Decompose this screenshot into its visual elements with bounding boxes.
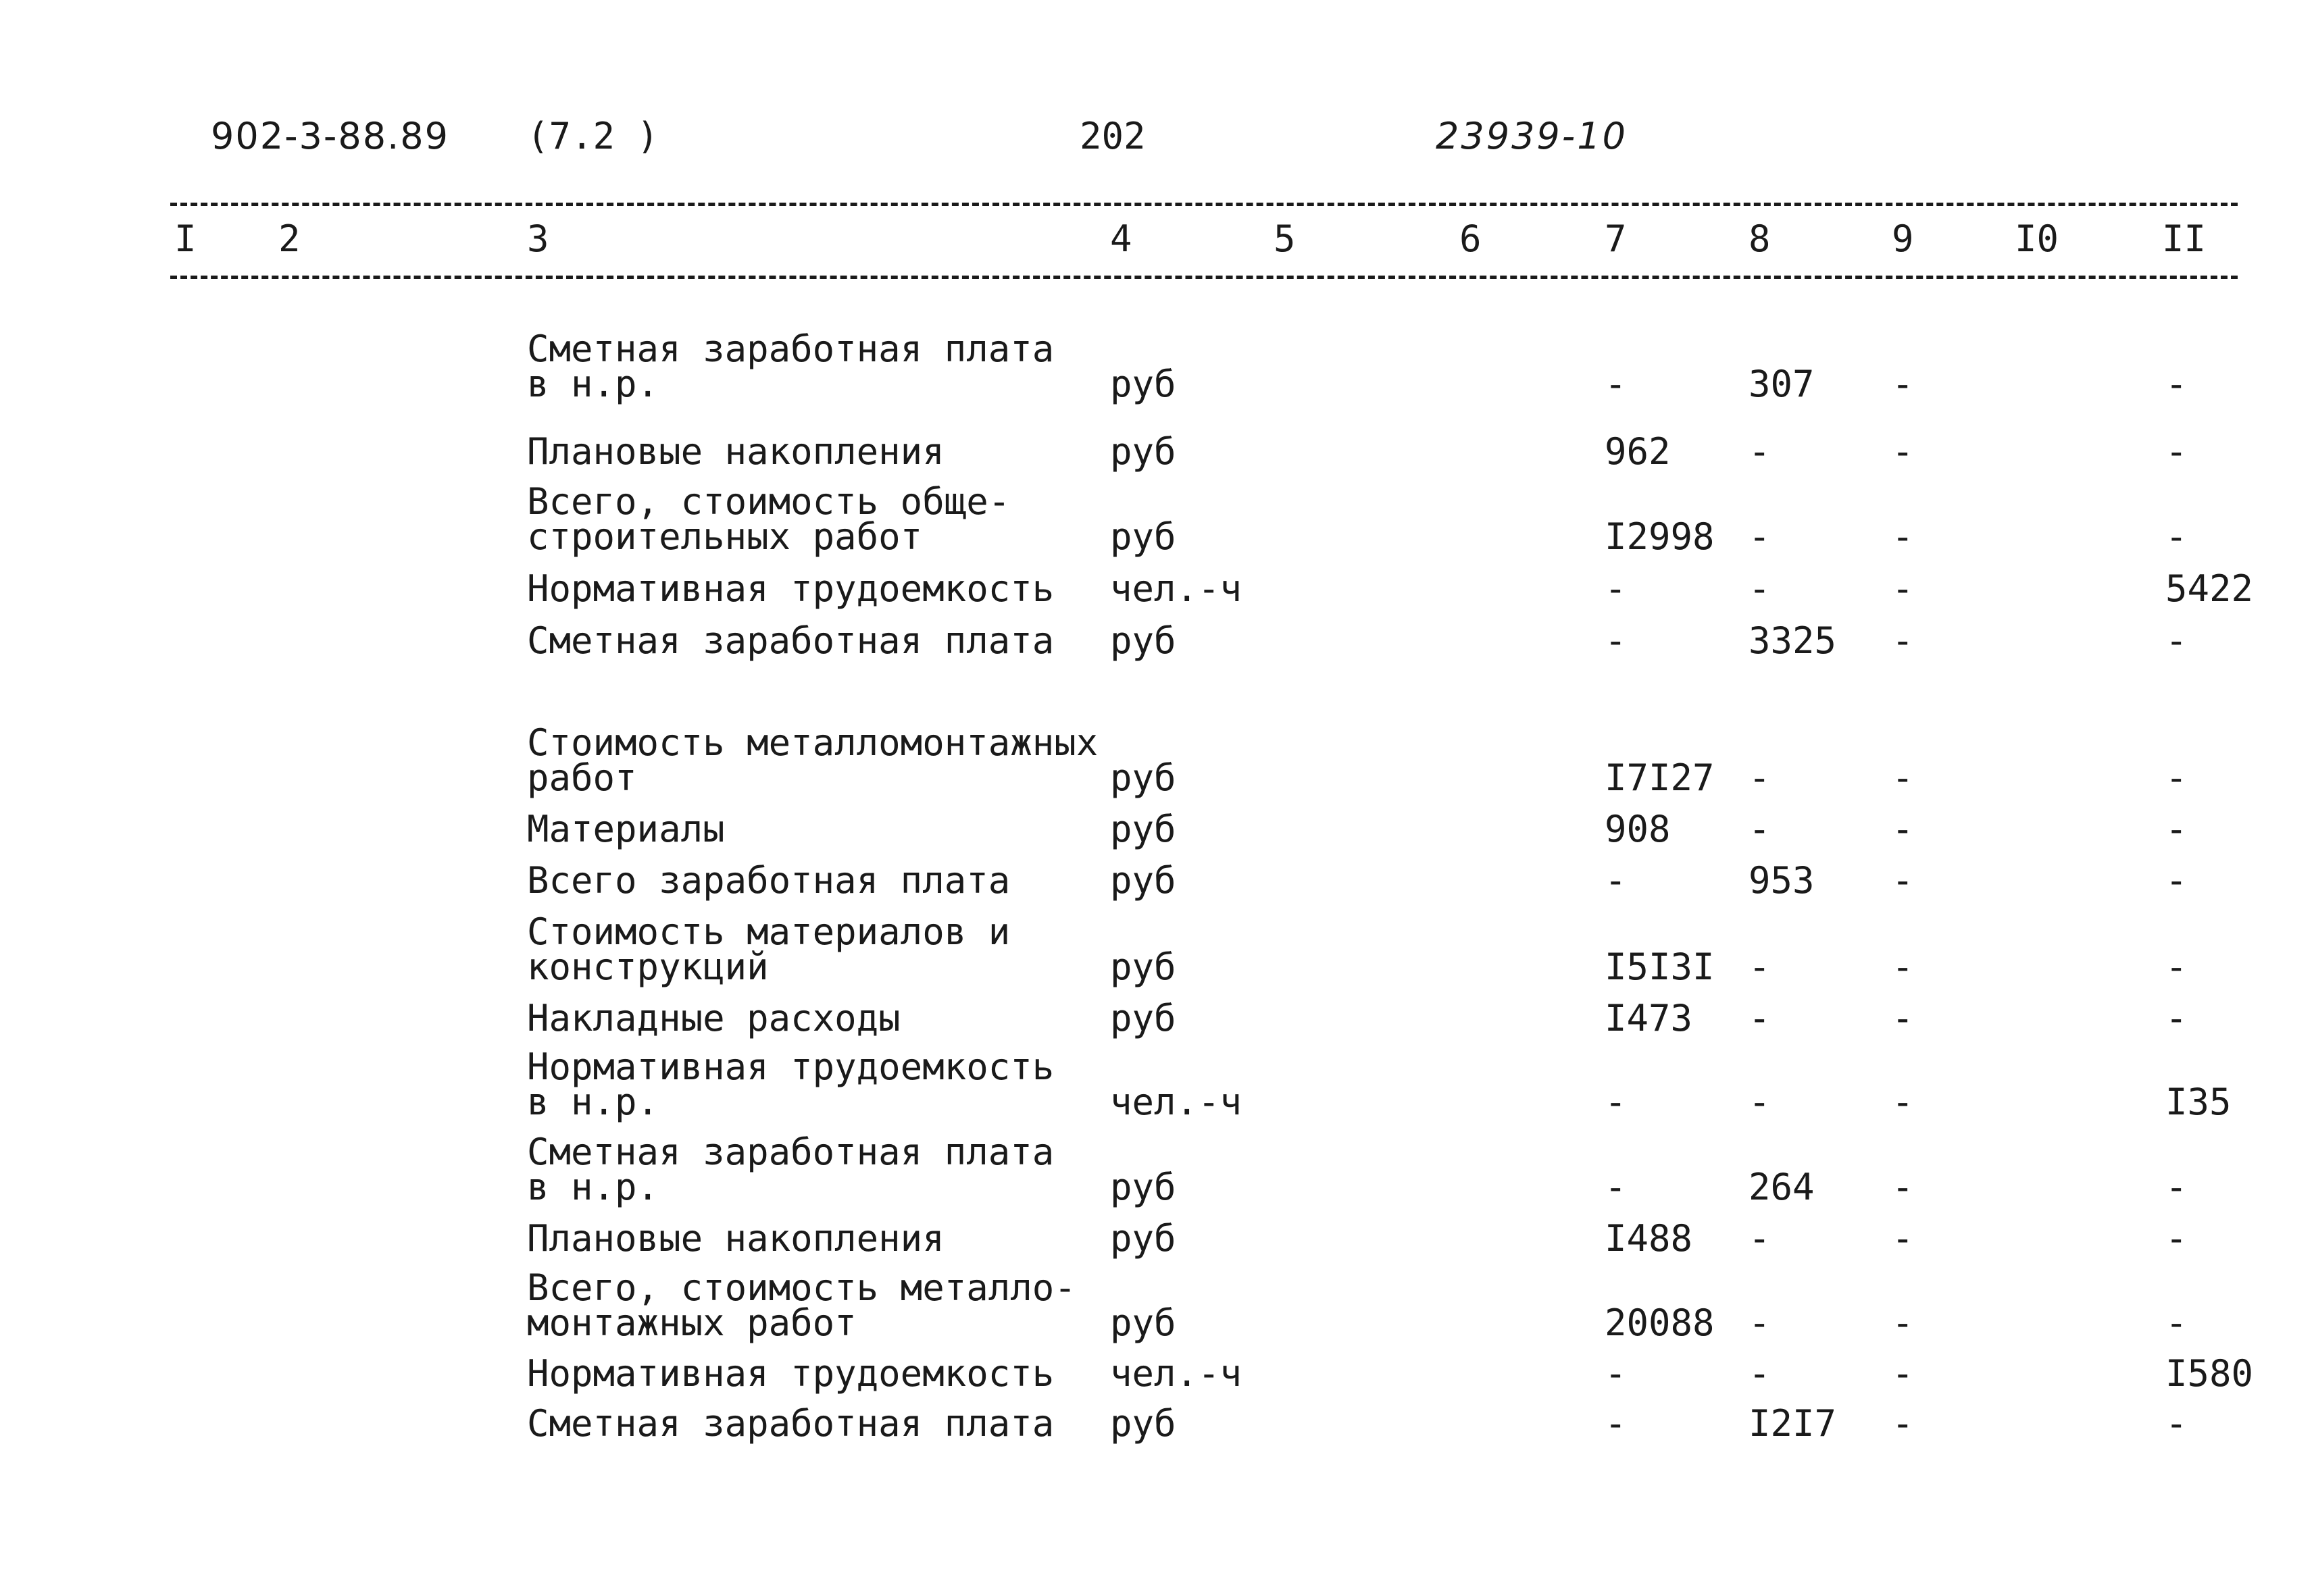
row-value-col9: - [1892, 946, 1914, 988]
row-value-col11: 5422 [2165, 567, 2254, 610]
row-value-col11: - [2165, 808, 2188, 850]
row-label: Плановые накопления [527, 1217, 945, 1260]
row-value-col11: - [2165, 946, 2188, 988]
table-row [0, 985, 2314, 1039]
row-value-col7: - [1605, 567, 1627, 610]
row-value-col8: - [1749, 1081, 1771, 1123]
column-number: II [2162, 217, 2207, 260]
row-value-col8: 3325 [1749, 619, 1837, 662]
table-row [0, 1256, 2314, 1344]
table-row [0, 1120, 2314, 1208]
row-value-col11: - [2165, 1302, 2188, 1344]
row-unit: руб [1110, 1166, 1176, 1208]
table-row [0, 1036, 2314, 1123]
row-unit: чел.-ч [1110, 567, 1242, 610]
row-label: Нормативная трудоемкость в н.р. [527, 1046, 1055, 1123]
row-unit: руб [1110, 515, 1176, 558]
column-number: 4 [1110, 217, 1132, 260]
row-value-col7: I5I3I [1605, 946, 1715, 988]
table-row [0, 607, 2314, 662]
row-value-col11: I580 [2165, 1352, 2254, 1395]
row-value-col8: 264 [1749, 1166, 1815, 1208]
row-label: Стоимость материалов и конструкций [527, 910, 1011, 988]
row-value-col11: - [2165, 1217, 2188, 1260]
row-value-col8: - [1749, 515, 1771, 558]
table-row [0, 555, 2314, 610]
row-label: Нормативная трудоемкость [527, 567, 1055, 610]
row-unit: чел.-ч [1110, 1352, 1242, 1395]
project-code: 902-3-88.89 [211, 115, 449, 157]
row-value-col11: - [2165, 859, 2188, 902]
row-value-col8: - [1749, 756, 1771, 799]
row-unit: руб [1110, 756, 1176, 799]
row-unit: руб [1110, 1402, 1176, 1445]
column-number: 2 [278, 217, 301, 260]
table-row [0, 659, 2314, 799]
sheet-number: (7.2 ) [527, 115, 659, 157]
row-value-col9: - [1892, 1217, 1914, 1260]
column-number: 9 [1892, 217, 1914, 260]
document-number: 23939-10 [1436, 115, 1628, 157]
row-label: Всего, стоимость металло- монтажных работ [527, 1266, 1076, 1344]
column-number: 8 [1749, 217, 1771, 260]
column-number: 5 [1274, 217, 1296, 260]
table-row [0, 847, 2314, 902]
estimate-table [0, 324, 2314, 1445]
row-value-col11: - [2165, 619, 2188, 662]
row-value-col11: - [2165, 997, 2188, 1039]
header-bottom-divider [170, 276, 2238, 279]
row-value-col7: I7I27 [1605, 756, 1715, 799]
page-number: 202 [1080, 115, 1146, 157]
row-unit: руб [1110, 1217, 1176, 1260]
row-value-col9: - [1892, 567, 1914, 610]
row-label: Плановые накопления [527, 430, 945, 473]
row-label: Всего, стоимость обще- строительных работ [527, 480, 1011, 558]
column-number: 6 [1459, 217, 1482, 260]
row-value-col9: - [1892, 808, 1914, 850]
row-label: Сметная заработная плата [527, 619, 1055, 662]
row-label: Нормативная трудоемкость [527, 1352, 1055, 1395]
row-value-col8: 307 [1749, 363, 1815, 405]
column-number: I [174, 217, 197, 260]
row-label: Сметная заработная плата в н.р. [527, 328, 1055, 405]
table-row [0, 1391, 2314, 1445]
row-unit: руб [1110, 430, 1176, 473]
header-top-divider [170, 203, 2238, 206]
row-value-col8: - [1749, 808, 1771, 850]
row-label: Всего заработная плата [527, 859, 1011, 902]
row-value-col8: - [1749, 997, 1771, 1039]
row-unit: чел.-ч [1110, 1081, 1242, 1123]
row-value-col8: 953 [1749, 859, 1815, 902]
row-value-col7: I473 [1605, 997, 1693, 1039]
row-label: Накладные расходы [527, 997, 901, 1039]
row-value-col9: - [1892, 1402, 1914, 1445]
row-value-col7: 908 [1605, 808, 1671, 850]
row-unit: руб [1110, 808, 1176, 850]
row-value-col7: - [1605, 363, 1627, 405]
row-unit: руб [1110, 997, 1176, 1039]
row-value-col11: - [2165, 363, 2188, 405]
row-value-col8: - [1749, 430, 1771, 473]
column-number: 7 [1605, 217, 1627, 260]
row-value-col9: - [1892, 1166, 1914, 1208]
row-value-col8: - [1749, 1302, 1771, 1344]
row-unit: руб [1110, 1302, 1176, 1344]
row-unit: руб [1110, 859, 1176, 902]
row-value-col9: - [1892, 619, 1914, 662]
row-value-col7: - [1605, 619, 1627, 662]
row-value-col8: - [1749, 567, 1771, 610]
row-value-col7: - [1605, 859, 1627, 902]
table-row [0, 469, 2314, 558]
row-label: Сметная заработная плата в н.р. [527, 1131, 1055, 1208]
row-unit: руб [1110, 363, 1176, 405]
row-unit: руб [1110, 619, 1176, 662]
row-value-col7: - [1605, 1402, 1627, 1445]
row-label: Стоимость металломонтажных работ [527, 721, 1099, 799]
row-value-col7: I488 [1605, 1217, 1693, 1260]
row-value-col8: - [1749, 946, 1771, 988]
row-value-col7: 962 [1605, 430, 1671, 473]
row-value-col9: - [1892, 859, 1914, 902]
row-value-col7: - [1605, 1166, 1627, 1208]
table-row [0, 1341, 2314, 1395]
row-value-col11: - [2165, 756, 2188, 799]
row-value-col8: I2I7 [1749, 1402, 1837, 1445]
row-value-col7: - [1605, 1081, 1627, 1123]
row-value-col11: - [2165, 1402, 2188, 1445]
row-label: Материалы [527, 808, 725, 850]
row-value-col8: - [1749, 1352, 1771, 1395]
row-value-col9: - [1892, 363, 1914, 405]
row-unit: руб [1110, 946, 1176, 988]
column-number: I0 [2015, 217, 2059, 260]
row-label: Сметная заработная плата [527, 1402, 1055, 1445]
row-value-col11: - [2165, 1166, 2188, 1208]
row-value-col9: - [1892, 1352, 1914, 1395]
row-value-col9: - [1892, 756, 1914, 799]
table-row [0, 1205, 2314, 1260]
row-value-col11: - [2165, 515, 2188, 558]
table-row [0, 324, 2314, 405]
row-value-col11: I35 [2165, 1081, 2232, 1123]
row-value-col7: - [1605, 1352, 1627, 1395]
row-value-col9: - [1892, 1302, 1914, 1344]
row-value-col8: - [1749, 1217, 1771, 1260]
row-value-col7: I2998 [1605, 515, 1715, 558]
row-value-col9: - [1892, 1081, 1914, 1123]
column-number: 3 [527, 217, 549, 260]
row-value-col9: - [1892, 515, 1914, 558]
row-value-col11: - [2165, 430, 2188, 473]
table-row [0, 402, 2314, 473]
table-row [0, 796, 2314, 850]
row-value-col9: - [1892, 430, 1914, 473]
table-row [0, 898, 2314, 988]
row-value-col7: 20088 [1605, 1302, 1715, 1344]
row-value-col9: - [1892, 997, 1914, 1039]
